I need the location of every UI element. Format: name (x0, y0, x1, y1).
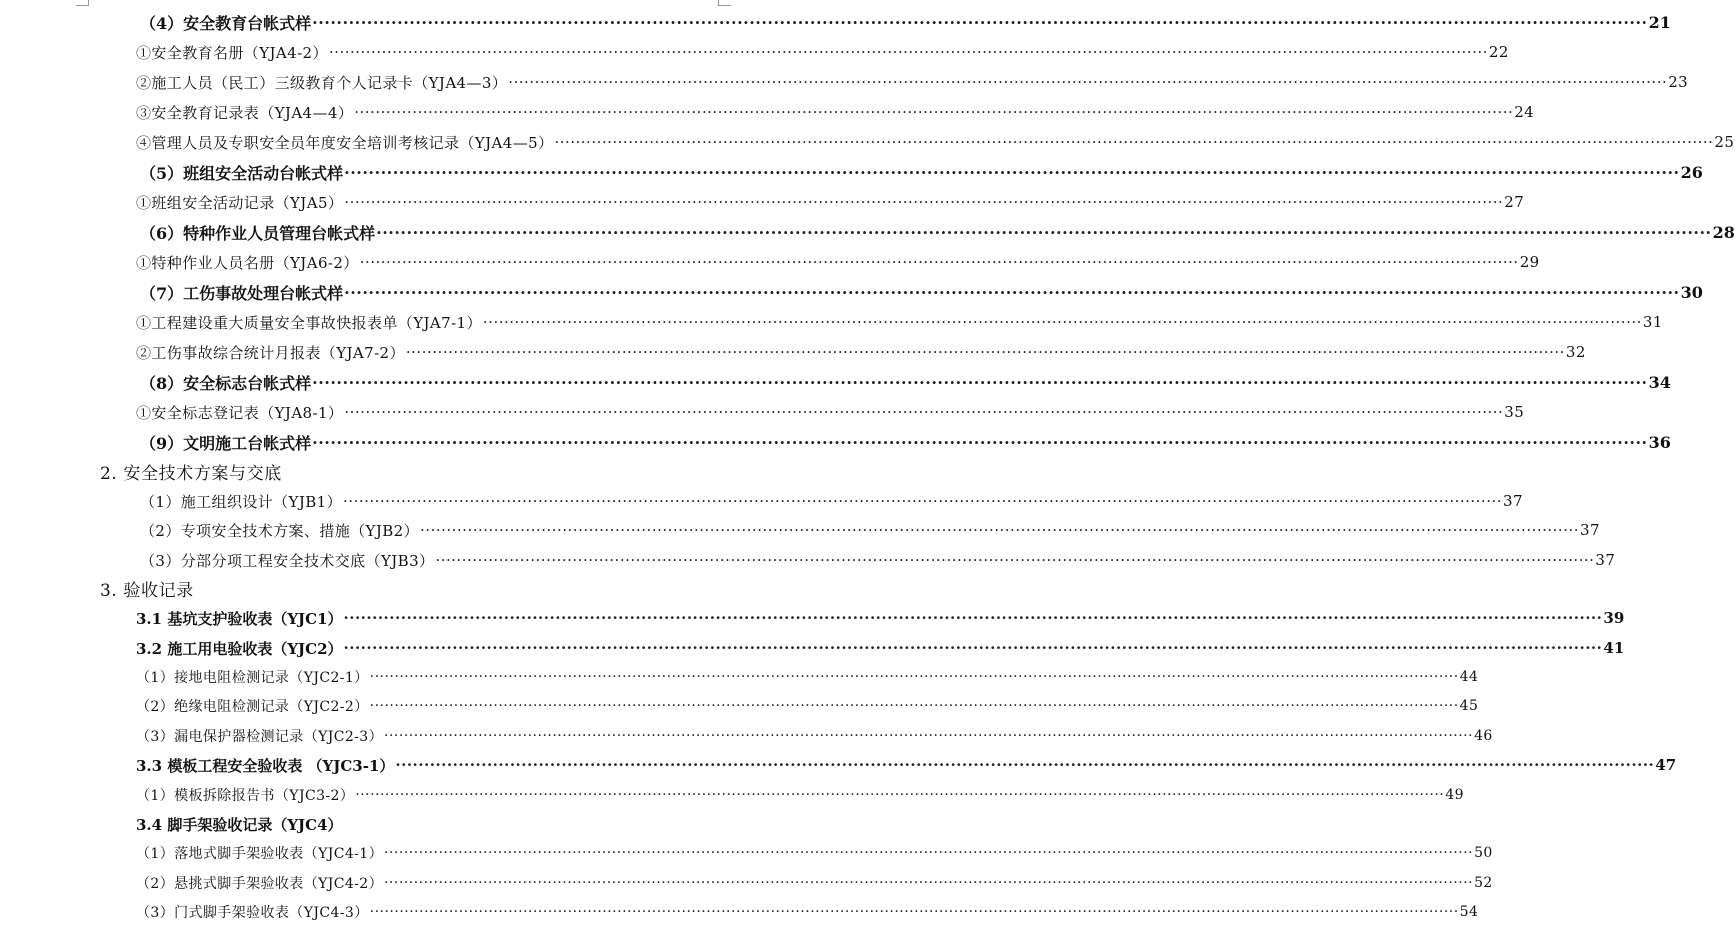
page-number: 27 (1504, 193, 1525, 211)
page-number: 21 (1648, 12, 1671, 32)
dot-leader: ···························································································································································································································· (344, 162, 1680, 182)
dot-leader: ···························································································································································································································· (369, 904, 1459, 920)
toc-entry[interactable] (136, 190, 1525, 214)
dot-leader: ···························································································································································································································· (435, 551, 1595, 569)
toc-entry[interactable] (136, 724, 1493, 748)
toc-entry-title: 3.1 基坑支护验收表（YJC1） (136, 609, 343, 628)
dot-leader: ···························································································································································································································· (420, 521, 1580, 539)
toc-entry-title: （1）模板拆除报告书（YJC3-2） (136, 788, 355, 804)
page-number: 50 (1474, 845, 1493, 861)
page-number: 36 (1648, 432, 1671, 452)
dot-leader: ···························································································································································································································· (312, 372, 1648, 392)
toc-entry[interactable] (140, 370, 1671, 394)
toc-entry-title: （2）专项安全技术方案、措施（YJB2） (140, 521, 420, 540)
toc-entry[interactable] (140, 220, 1735, 244)
dot-leader: ···························································································································································································································· (395, 756, 1655, 774)
page-number: 23 (1668, 73, 1689, 91)
page-number: 49 (1445, 787, 1464, 803)
dot-leader: ···························································································································································································································· (384, 875, 1474, 891)
toc-entry-title: （5）班组安全活动台帐式样 (140, 163, 344, 183)
toc-entry-title: ④管理人员及专职安全员年度安全培训考核记录（YJA4—5） (136, 133, 554, 152)
dot-leader: ···························································································································································································································· (384, 728, 1474, 744)
dot-leader: ···························································································································································································································· (343, 609, 1603, 627)
page-number: 47 (1655, 756, 1677, 774)
dot-leader: ···························································································································································································································· (482, 313, 1642, 331)
section-heading: 3. 验收记录 (100, 580, 194, 601)
toc-entry-title: ①工程建设重大质量安全事故快报表单（YJA7-1） (136, 313, 482, 332)
toc-entry[interactable] (140, 430, 1671, 454)
toc-entry[interactable] (136, 100, 1535, 124)
page-number: 44 (1459, 669, 1479, 685)
toc-entry[interactable] (140, 518, 1600, 542)
page-number: 32 (1565, 343, 1586, 361)
dot-leader: ···························································································································································································································· (343, 492, 1503, 510)
page-number: 39 (1603, 609, 1625, 627)
toc-entry[interactable] (136, 340, 1586, 364)
toc-entry[interactable] (136, 812, 696, 836)
toc-entry[interactable] (140, 10, 1671, 34)
page-number: 52 (1474, 875, 1493, 891)
toc-entry-title: （2）悬挑式脚手架验收表（YJC4-2） (136, 876, 384, 892)
dot-leader: ···························································································································································································································· (344, 193, 1504, 211)
margin-mark-right (718, 5, 731, 6)
toc-entry[interactable] (136, 70, 1689, 94)
dot-leader: ···························································································································································································································· (405, 343, 1565, 361)
toc-entry-title: （8）安全标志台帐式样 (140, 373, 312, 393)
dot-leader: ···························································································································································································································· (312, 432, 1648, 452)
page-number: 26 (1680, 162, 1703, 182)
page-number: 35 (1504, 403, 1525, 421)
toc-entry[interactable] (136, 871, 1493, 895)
section-heading: 2. 安全技术方案与交底 (100, 463, 282, 484)
toc-entry-title: （6）特种作业人员管理台帐式样 (140, 223, 376, 243)
page-number: 41 (1603, 639, 1625, 657)
toc-entry-title: ②施工人员（民工）三级教育个人记录卡（YJA4—3） (136, 73, 508, 92)
page-number: 45 (1459, 698, 1479, 714)
dot-leader: ···························································································································································································································· (359, 253, 1519, 271)
dot-leader: ···························································································································································································································· (354, 103, 1514, 121)
toc-entry[interactable] (136, 606, 1625, 630)
toc-entry-title: （3）分部分项工程安全技术交底（YJB3） (140, 551, 435, 570)
toc-entry-title: （1）接地电阻检测记录（YJC2-1） (136, 670, 369, 686)
dot-leader: ···························································································································································································································· (328, 43, 1488, 61)
toc-entry[interactable] (136, 753, 1677, 777)
toc-entry[interactable] (136, 665, 1479, 689)
toc-entry[interactable] (136, 636, 1625, 660)
dot-leader: ···························································································································································································································· (369, 698, 1459, 714)
toc-entry-title: 3.3 模板工程安全验收表 （YJC3-1） (136, 756, 395, 775)
toc-entry[interactable] (140, 280, 1703, 304)
toc-entry[interactable] (136, 250, 1540, 274)
toc-entry-title: （7）工伤事故处理台帐式样 (140, 283, 344, 303)
toc-entry[interactable] (140, 489, 1523, 513)
dot-leader: ···························································································································································································································· (344, 282, 1680, 302)
page-number: 37 (1580, 521, 1600, 539)
toc-entry[interactable] (140, 548, 1616, 572)
toc-entry-title: （3）漏电保护器检测记录（YJC2-3） (136, 729, 384, 745)
dot-leader: ···························································································································································································································· (369, 669, 1459, 685)
dot-leader: ···························································································································································································································· (312, 12, 1648, 32)
toc-entry-title: 3.2 施工用电验收表（YJC2） (136, 639, 343, 658)
toc-entry-title: （3）门式脚手架验收表（YJC4-3） (136, 905, 369, 921)
dot-leader: ···························································································································································································································· (554, 133, 1714, 151)
toc-entry-title: ①特种作业人员名册（YJA6-2） (136, 253, 359, 272)
toc-entry-title: ①安全标志登记表（YJA8-1） (136, 403, 344, 422)
page-number: 29 (1519, 253, 1540, 271)
toc-entry-title: （9）文明施工台帐式样 (140, 433, 312, 453)
margin-mark-left (76, 5, 89, 6)
toc-entry[interactable] (136, 400, 1525, 424)
toc-entry-title: ①安全教育名册（YJA4-2） (136, 43, 328, 62)
toc-entry-title: （1）施工组织设计（YJB1） (140, 492, 343, 511)
dot-leader: ···························································································································································································································· (343, 639, 1603, 657)
toc-entry-title: 3.4 脚手架验收记录（YJC4） (136, 815, 343, 834)
toc-entry[interactable] (136, 841, 1493, 865)
toc-entry[interactable] (136, 783, 1464, 807)
toc-entry-title: ①班组安全活动记录（YJA5） (136, 193, 344, 212)
toc-entry[interactable] (136, 40, 1509, 64)
dot-leader: ···························································································································································································································· (344, 403, 1504, 421)
toc-entry-title: ③安全教育记录表（YJA4—4） (136, 103, 354, 122)
toc-entry-title: ②工伤事故综合统计月报表（YJA7-2） (136, 343, 405, 362)
toc-entry-title: （2）绝缘电阻检测记录（YJC2-2） (136, 699, 369, 715)
toc-entry[interactable] (136, 130, 1735, 154)
page-number: 46 (1474, 728, 1493, 744)
page-number: 34 (1648, 372, 1671, 392)
page-number: 31 (1642, 313, 1663, 331)
dot-leader: ···························································································································································································································· (376, 222, 1712, 242)
page-number: 37 (1503, 492, 1523, 510)
page-number: 37 (1595, 551, 1616, 569)
dot-leader: ···························································································································································································································· (508, 73, 1668, 91)
toc-entry[interactable] (136, 310, 1663, 334)
page-number: 24 (1514, 103, 1535, 121)
toc-entry[interactable] (136, 694, 1479, 718)
page-number: 30 (1680, 282, 1703, 302)
toc-entry-title: （4）安全教育台帐式样 (140, 13, 312, 33)
toc-entry[interactable] (136, 900, 1479, 924)
dot-leader: ···························································································································································································································· (384, 845, 1474, 861)
page-number: 25 (1714, 133, 1735, 151)
toc-entry[interactable] (140, 160, 1703, 184)
page-number: 28 (1712, 222, 1735, 242)
page-number: 22 (1488, 43, 1509, 61)
toc-entry-title: （1）落地式脚手架验收表（YJC4-1） (136, 846, 384, 862)
page-number: 54 (1459, 904, 1479, 920)
dot-leader: ···························································································································································································································· (355, 787, 1445, 803)
